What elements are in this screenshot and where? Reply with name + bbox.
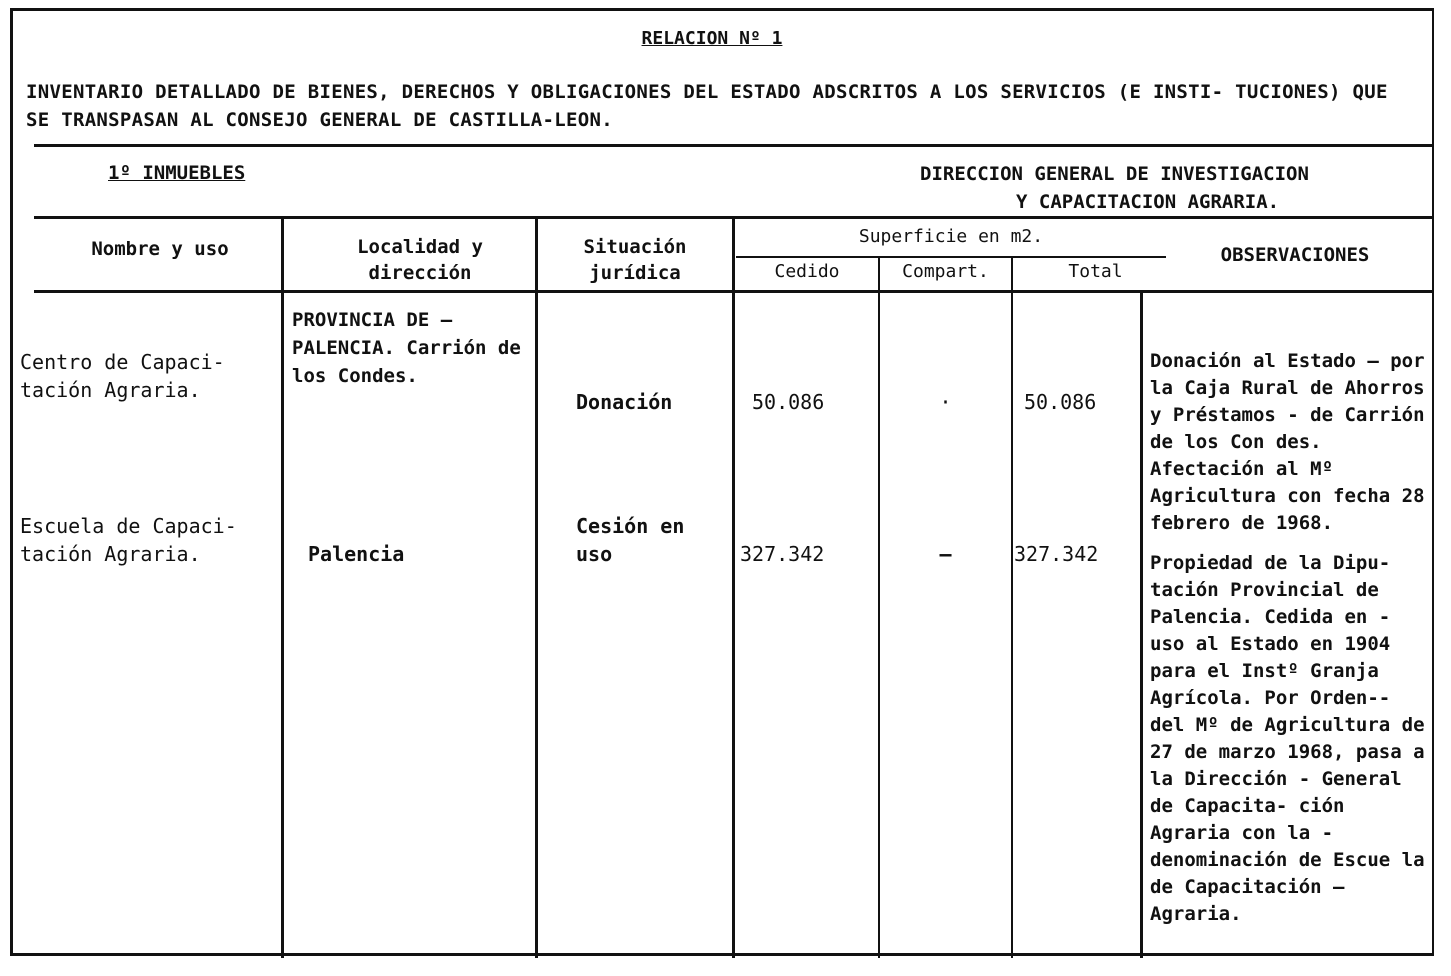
row1-situacion: Donación (576, 390, 673, 414)
row1-localidad: PROVINCIA DE — PALENCIA. Carrión de los Condes. (292, 309, 521, 387)
header-nombre: Nombre y uso (91, 238, 229, 260)
col-sep-3 (732, 216, 735, 958)
header-compart: Compart. (902, 261, 989, 282)
header-observaciones: OBSERVACIONES (1220, 244, 1370, 266)
section-direccion (920, 160, 1400, 216)
row1-nombre: Centro de Capaci- tación Agraria. (20, 350, 225, 402)
direccion-line1: DIRECCION GENERAL DE INVESTIGACION (920, 163, 1309, 185)
row2-situacion: Cesión en uso (576, 514, 685, 566)
col-sep-4 (878, 258, 880, 958)
divider-top (34, 144, 1434, 147)
row2-compart: — (939, 542, 952, 566)
row1-observaciones: Donación al Estado — por la Caja Rural de Ahorros y Préstamos - de Carrión de los Con des. Afectación al Mº Agricultura con fecha 28 febrero de 1968. (1150, 350, 1425, 534)
row2-observaciones: Propiedad de la Dipu- tación Provincial de Palencia. Cedida en - uso al Estado en 1904 para el Instº Granja Agrícola. Por Orden-- del Mº de Agricultura de 27 de marzo 1968, pasa a la Dirección - General de Capacita- ción Agraria con la - denominación de Escue la de Capacitación — Agraria. (1150, 552, 1425, 925)
direccion-line2: Y CAPACITACION AGRARIA. (1016, 191, 1280, 213)
section-inmuebles: 1º INMUEBLES (108, 162, 246, 184)
superficie-sub-line (736, 256, 1166, 258)
header-localidad: Localidad y dirección (357, 236, 483, 284)
col-sep-1 (281, 216, 284, 958)
row1-cedido: 50.086 (752, 390, 825, 414)
header-total: Total (1068, 261, 1123, 282)
header-situacion: Situación jurídica (583, 236, 687, 284)
row2-nombre: Escuela de Capaci- tación Agraria. (20, 514, 237, 566)
inventory-description: INVENTARIO DETALLADO DE BIENES, DERECHOS Y OBLIGACIONES DEL ESTADO ADSCRITOS A LOS SERVICIOS (E INSTI- TUCIONES) QUE SE TRANSPASAN AL CONSEJO GENERAL DE CASTILLA-LEON. (26, 81, 1388, 131)
header-superficie: Superficie en m2. (858, 226, 1044, 247)
row2-localidad: Palencia (308, 542, 405, 566)
row1-total: 50.086 (1024, 390, 1097, 414)
col-sep-2 (535, 216, 538, 958)
row2-total: 327.342 (1014, 542, 1099, 566)
header-cedido: Cedido (774, 261, 840, 282)
col-sep-5 (1011, 258, 1013, 958)
row1-compart: · (939, 390, 952, 414)
row2-cedido: 327.342 (740, 542, 825, 566)
col-sep-6 (1140, 290, 1143, 958)
document-title: RELACION Nº 1 (641, 28, 783, 49)
